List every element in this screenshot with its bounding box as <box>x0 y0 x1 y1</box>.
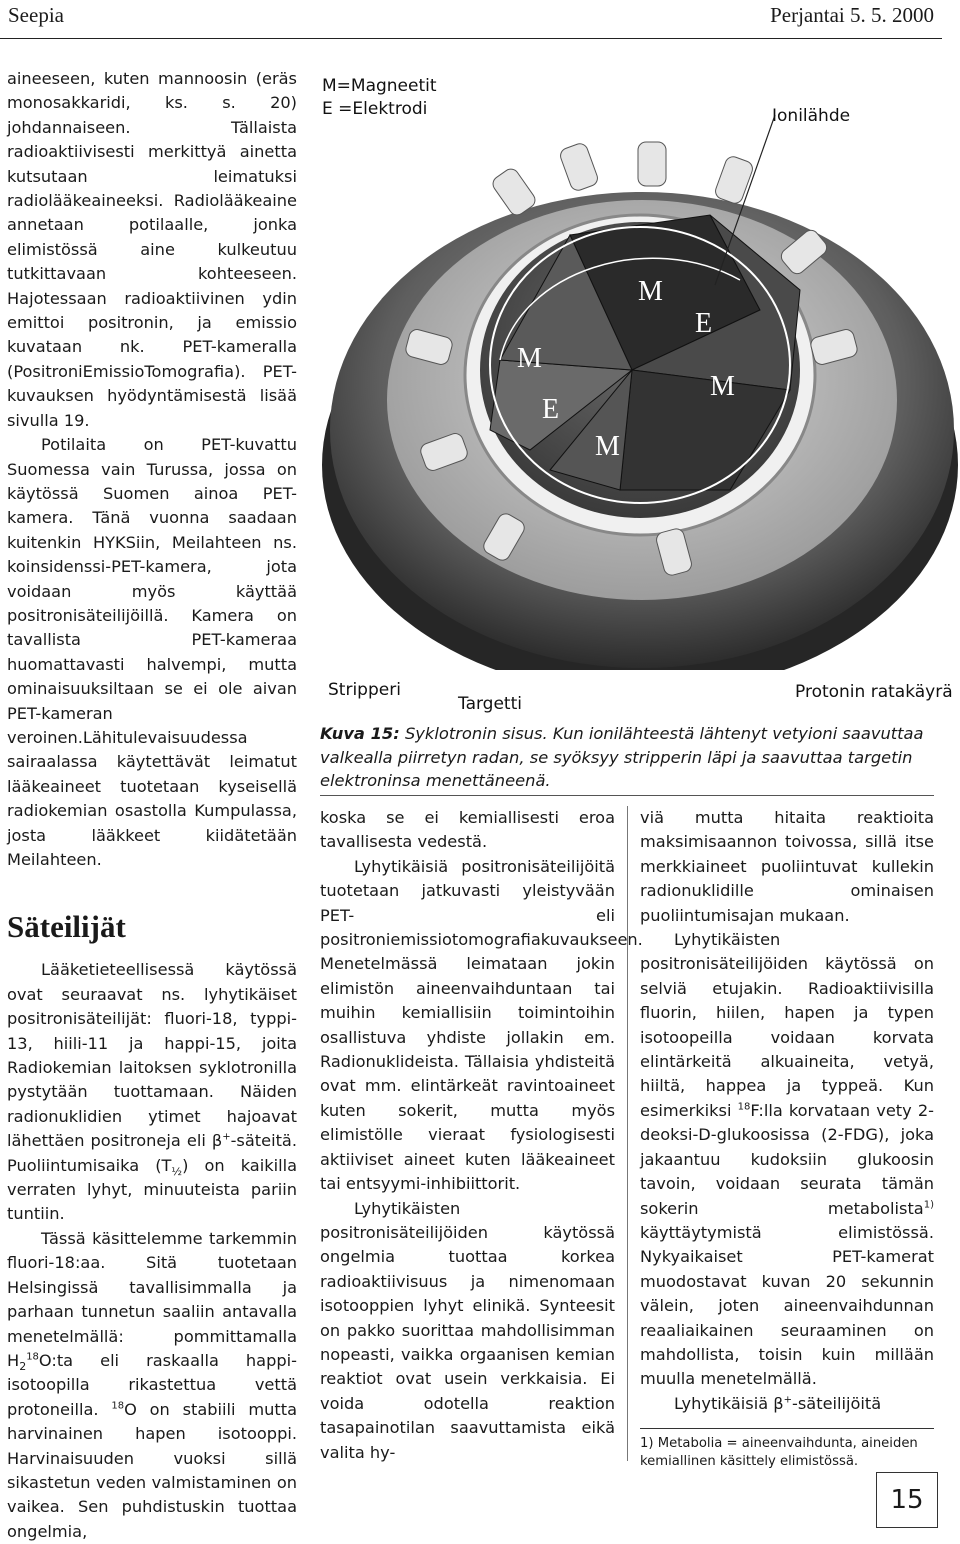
cyclotron-illustration <box>320 70 960 730</box>
figure-caption <box>320 722 940 793</box>
paragraph: Lyhytikäisiä positronisäteilijöitä tuotetaan jatkuvasti yleistyvään PET- eli positroniemissiotomografiakuvaukseen. Menetelmässä leimataan jokin elimistön aineenvaihduntaan tai muihin kemiallisiin toimintoihin osallistuva yhdiste jollakin em. Radionuklideista. Tällaisia yhdisteitä ovat mm. elintärkeät ravintoaineet kuten sokerit, mutta myös elimistölle vieraat fysiologisesti aktiiviset aineet kuten lääkeaineet tai entsyymi-inhibiittorit. <box>320 856 643 1194</box>
legend-electrodes: E =Elektrodi <box>322 99 428 119</box>
section-name: Seepia <box>8 3 64 27</box>
label-target: Targetti <box>458 694 522 714</box>
column-rule <box>627 806 628 1461</box>
paragraph: viä mutta hitaita reaktioita maksimisaannon toivossa, sillä itse merkkiaineet puoliintuvat kullekin radionuklidille ominaisen puoliintumisajan mukaan. <box>640 808 934 925</box>
header-rule <box>0 38 942 39</box>
paragraph: Lyhytikäisten positronisäteilijöiden käytössä on selviä etujakin. Radioaktiivisilla fluorin, hiilen, hapen ja typen isotoopeilla voidaan korvata elintärkeitä alkuaineita, vetyä, hiiltä, happea ja typpeä. Kun esimerkiksi $^{18}$F:lla korvataan vety 2-deoksi-D-glukoosissa (2-FDG), joka jakaantuu kudoksiin glukoosin tavoin, voidaan seurata tämän sokerin metabolista$^{1)}$ käyttäytymistä elimistössä. Nykyaikaiset PET-kamerat muodostavat kuvan 20 sekunnin välein, joten aineenvaihdunnan reaaliaikainen seuraaminen on mahdollista, toisin kuin millään muulla menetelmällä. <box>640 930 934 1389</box>
footnote-rule <box>640 1428 934 1429</box>
electrode-label: E <box>695 308 713 339</box>
label-stripper: Stripperi <box>328 680 401 700</box>
caption-label: Kuva 15: <box>320 724 400 743</box>
magnet-label: M <box>638 276 663 307</box>
label-ion-source: Ionilähde <box>772 106 851 126</box>
caption-rule <box>320 795 934 796</box>
paragraph: Tässä käsittelemme tarkemmin fluori-18:aa. Sitä tuotetaan Helsingissä tavallisimmalla ja parhaan tunnetun saaliin antavalla menetelmällä: pommittamalla $H_2^{18}O:ta$ eli raskaalla happi-isotoopilla rikastettua vettä protoneilla. $^{18}$O on stabiili mutta harvinainen hapen isotooppi. Harvinaisuuden vuoksi sillä sikastetun veden valmistaminen on vaikea. Sen puhdistuskin tuottaa ongelmia, <box>7 1228 297 1541</box>
paragraph: Potilaita on PET-kuvattu Suomessa vain Turussa, jossa on käytössä Suomen ainoa PET-kamera. Tänä vuonna saadaan kuitenkin HYKSiin, Meilahteen ns. koinsidenssi-PET-kamera, jota voidaan myös käyttää positronisäteilijöillä. Kamera on tavallista PET-kameraa huomattavasti halvempi, mutta ominaisuuksiltaan se ei ole aivan PET-kameran veroinen.Lähitulevaisuudessa sairaalassa käytettävät leimatut lääkeaineet tuotetaan kyseisellä radiokemian osastolla Kumpulassa, josta lääkkeet kiidätetään Meilahteen. <box>7 435 297 869</box>
paragraph: Lyhytikäisiä β+-säteilijöitä <box>674 1393 882 1413</box>
magnet-label: M <box>710 371 735 402</box>
paragraph: koska se ei kemiallisesti eroa tavallisesta vedestä. <box>320 808 615 852</box>
paragraph: Lääketieteellisessä käytössä ovat seuraavat ns. lyhytikäiset positronisäteilijät: fluori-18, typpi-13, hiili-11 ja happi-15, joita Radiokemian laitoksen syklotronilla pystytään tuottamaan. Näiden radionuklidien ytimet hajoavat lähettäen positroneja eli β+-säteitä. Puoliintumisaika $(T_{\frac{1}{2}})$ on kaikilla verraten lyhyt, minuuteista pariin tuntiin. <box>7 960 297 1224</box>
section-heading: Säteilijät <box>7 909 126 945</box>
label-proton-path: Protonin ratakäyrä <box>795 682 953 702</box>
magnet-label: M <box>517 343 542 374</box>
page-header <box>0 0 960 32</box>
column-3 <box>640 806 934 1471</box>
paragraph: Lyhytikäisten positronisäteilijöiden käytössä ongelmia tuottaa korkea radioaktiivisuus ja nimenomaan isotooppien lyhyt elinikä. Synteesit on pakko suorittaa mahdollisimman nopeasti, vaikka orgaanisen kemian reaktiot ovat usein verkkaisia. Ei voida odotella reaktion tasapainotilan saavuttamista eikä valita hy- <box>320 1198 615 1462</box>
issue-date: Perjantai 5. 5. 2000 <box>770 3 934 27</box>
footnote: 1) Metabolia = aineenvaihdunta, aineiden kemiallinen käsittely elimistössä. <box>640 1436 918 1470</box>
paragraph: aineeseen, kuten mannoosin (eräs monosakkaridi, ks. s. 20) johdannaiseen. Tällaista radioaktiivisesti merkittyä ainetta kutsutaan leimatuksi radiolääkeaineeksi. Radiolääkeaine annetaan potilaalle, jonka elimistössä aine kulkeutuu tutkittavaan kohteeseen. Hajotessaan radioaktiivinen ydin emittoi positronin, ja emissio kuvataan nk. PET-kameralla (PositroniEmissioTomografia). PET-kuvauksen hyödyntämisestä lisää sivulla 19. <box>7 69 297 430</box>
column-1 <box>7 67 297 1544</box>
electrode-label: E <box>542 394 560 425</box>
column-2 <box>320 806 643 1465</box>
cyclotron-figure <box>320 70 960 730</box>
caption-text: Syklotronin sisus. Kun ionilähteestä lähtenyt vetyioni saavuttaa valkealla piirretyn radan, se syöksyy stripperin läpi ja saavuttaa targetin elektroninsa menettäneenä. <box>320 724 924 790</box>
legend-magnets: M=Magneetit <box>322 76 437 96</box>
page-number: 15 <box>876 1472 938 1528</box>
magnet-label: M <box>595 431 620 462</box>
